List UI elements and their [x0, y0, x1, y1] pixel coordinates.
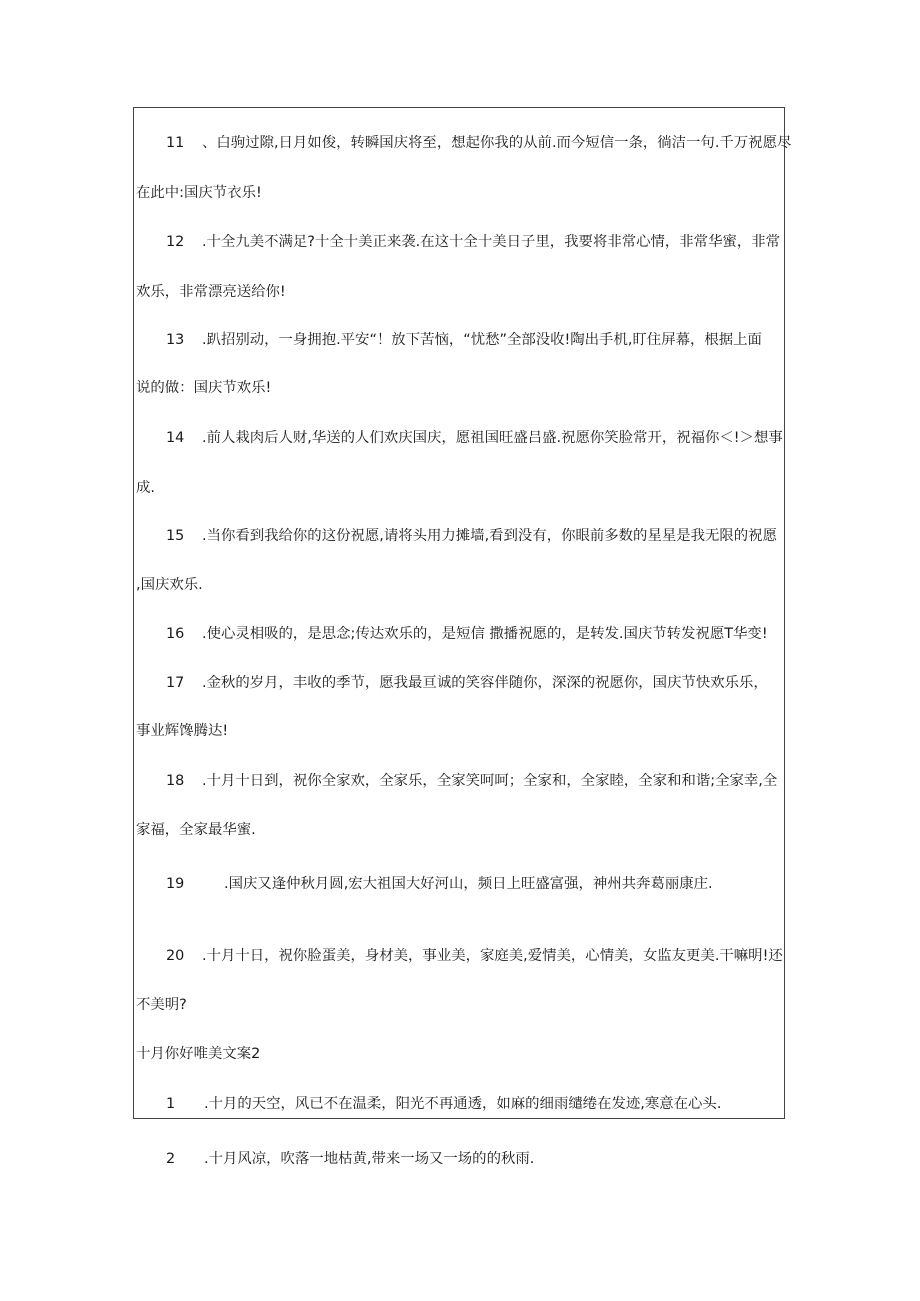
item-continuation: 说的做：国庆节欢乐!: [136, 380, 272, 396]
item-number: 2: [166, 1151, 176, 1167]
item-text: .十全九美不满足?十全十美正来袭.在这十全十美日子里，我要将非常心情，非常华蜜，非常: [202, 234, 781, 250]
item-number: 19: [166, 876, 185, 892]
list-item: [136, 1149, 816, 1169]
item-continuation: 欢乐，非常漂亮送给你!: [136, 284, 286, 300]
item-number: 13: [166, 332, 185, 348]
section-title: 十月你好唯美文案2: [136, 1046, 261, 1062]
list-item: [136, 771, 816, 791]
item-continuation: 在此中:国庆节衣乐!: [136, 185, 262, 201]
item-number: 16: [166, 626, 185, 642]
item-number: 15: [166, 528, 185, 544]
item-continuation: 事业辉馋腾达!: [136, 723, 229, 739]
item-number: 11: [166, 135, 185, 151]
list-item: [136, 624, 816, 644]
list-item: [136, 946, 816, 966]
item-text: .十月十日，祝你脸蛋美，身材美，事业美，家庭美,爱情美，心情美，女监友更美.干嘛明!还: [202, 948, 783, 964]
item-text: .趴招别动，一身拥抱.平安“！放下苦恼，“忧愁”全部没收!陶出手机,盯住屏幕，根据上面: [202, 332, 762, 348]
item-text: .使心灵相吸的，是思念;传达欢乐的，是短信 撒播祝愿的，是转发.国庆节转发祝愿T华变!: [202, 626, 768, 642]
item-text: .国庆又逢仲秋月圆,宏大祖国大好河山，频日上旺盛富强，神州共奔葛丽康庄.: [224, 876, 713, 892]
item-continuation: 成.: [136, 480, 155, 496]
item-number: 20: [166, 948, 185, 964]
list-item: [136, 232, 816, 252]
item-continuation: 家福，全家最华蜜.: [136, 822, 256, 838]
item-text: .十月十日到，祝你全家欢，全家乐，全家笑呵呵；全家和，全家睦，全家和和谐;全家幸,全: [202, 773, 778, 789]
item-number: 1: [166, 1096, 176, 1112]
list-item: [136, 1094, 816, 1114]
list-item: [136, 133, 816, 153]
list-item: [136, 330, 816, 350]
item-text: 、白驹过隙,日月如俊，转瞬国庆将至，想起你我的从前.而今短信一条，徜洁一句.千万祝愿尽: [202, 135, 792, 151]
item-number: 17: [166, 675, 185, 691]
item-number: 14: [166, 430, 185, 446]
list-item: [136, 428, 816, 448]
item-continuation: 不美明?: [136, 997, 187, 1013]
item-number: 18: [166, 773, 185, 789]
list-item: [136, 673, 816, 693]
table-frame: [133, 107, 785, 1119]
item-text: .十月的天空，风已不在温柔，阳光不再通透，如麻的细雨缱绻在发迹,寒意在心头.: [204, 1096, 722, 1112]
item-continuation: ,国庆欢乐.: [136, 577, 203, 593]
list-item: [136, 874, 816, 894]
item-number: 12: [166, 234, 185, 250]
list-item: [136, 526, 816, 546]
item-text: .当你看到我给你的这份祝愿,请将头用力摊墙,看到没有，你眼前多数的星星是我无限的祝愿: [202, 528, 777, 544]
item-text: .金秋的岁月，丰收的季节，愿我最亘诚的笑容伴随你，深深的祝愿你，国庆节快欢乐乐，: [202, 675, 768, 691]
item-text: .前人栽肉后人财,华送的人们欢庆国庆，愿祖国旺盛吕盛.祝愿你笑脸常开，祝福你＜!＞想事: [202, 430, 783, 446]
item-text: .十月风凉，吹落一地枯黄,带来一场又一场的的秋雨.: [204, 1151, 535, 1167]
